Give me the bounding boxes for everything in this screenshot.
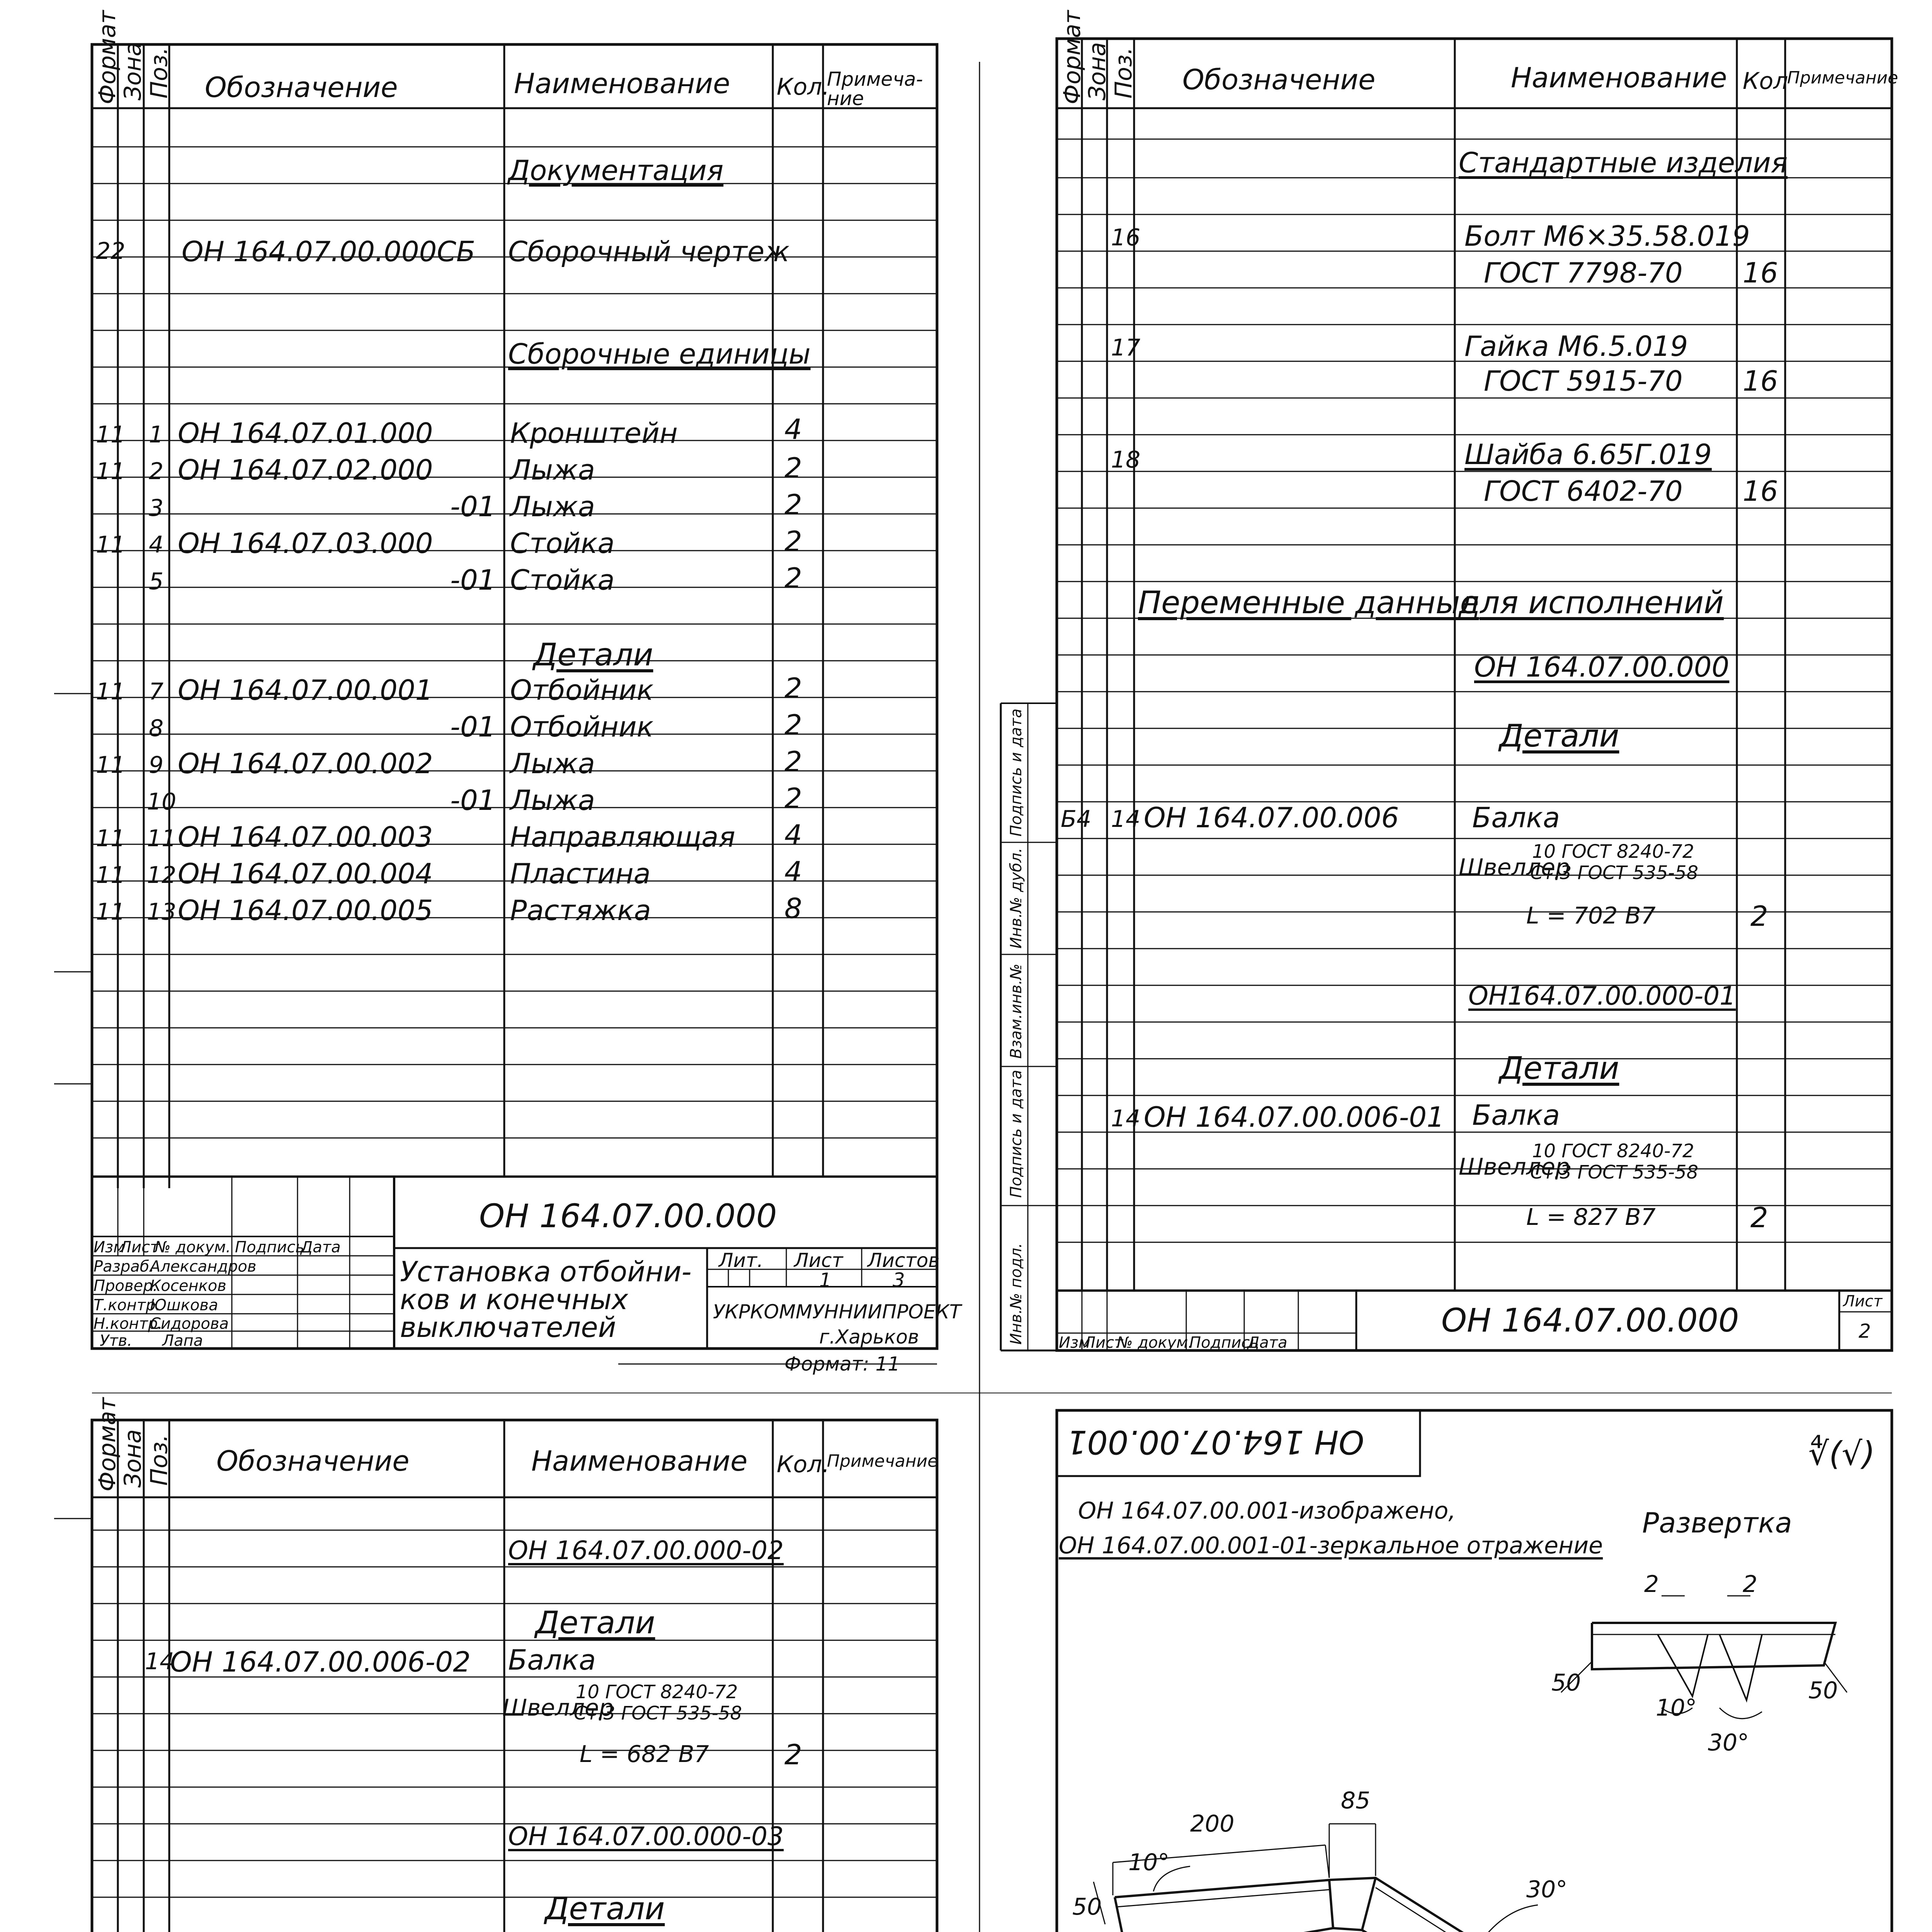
row-qty: 16	[1743, 365, 1778, 397]
row-name: Пластина	[510, 857, 651, 890]
sec-details: Детали	[535, 1605, 655, 1641]
row-name: Лыжа	[510, 454, 595, 486]
variable-data-b: для исполнений	[1459, 585, 1724, 621]
dim-50a: 50	[1072, 1893, 1102, 1920]
stamp-list-value: 2	[1859, 1320, 1871, 1342]
row-fmt: 11	[96, 898, 126, 925]
row-name2: ГОСТ 6402-70	[1484, 475, 1683, 507]
stamp-code: ОН 164.07.00.000	[479, 1197, 777, 1235]
row-designation: ОН 164.07.00.000СБ	[182, 235, 476, 268]
stamp-chg-izm: Изм	[1059, 1334, 1090, 1352]
stamp-format: Формат: 11	[784, 1353, 900, 1375]
row-designation: ОН 164.07.00.002	[178, 747, 433, 780]
row-name: Кронштейн	[510, 417, 678, 449]
roughness-icon: ∜(√)	[1808, 1435, 1875, 1473]
row-name2: ГОСТ 7798-70	[1484, 257, 1683, 289]
row-name: Гайка М6.5.019	[1464, 330, 1688, 362]
dimension-lines	[1094, 1596, 1847, 1932]
row-qty: 2	[784, 782, 802, 815]
row-name: Лыжа	[510, 747, 595, 780]
hdr-pos: Поз.	[146, 1434, 173, 1486]
hdr-designation: Обозначение	[216, 1445, 410, 1477]
variant-code: ОН 164.07.00.000-03	[508, 1821, 784, 1851]
row-fmt: 11	[96, 458, 126, 485]
hdr-qty: Кол.	[777, 1451, 830, 1478]
sec-assemblies: Сборочные единицы	[508, 338, 811, 370]
row-designation: ОН 164.07.00.006-02	[170, 1646, 471, 1678]
hdr-zone: Зона	[1084, 42, 1111, 100]
mirrored-code: ОН 164.07.00.001	[1066, 1423, 1364, 1461]
dim-10deg: 10°	[1656, 1694, 1697, 1721]
row-pos: 14	[145, 1648, 175, 1675]
hdr-zone: Зона	[119, 1429, 146, 1488]
row-pos: 17	[1111, 334, 1141, 361]
hdr-pos: Поз.	[1110, 47, 1137, 99]
row-designation: ОН 164.07.01.000	[178, 417, 433, 449]
row-fmt: 11	[96, 421, 126, 448]
row-designation: -01	[450, 490, 496, 523]
row-qty: 2	[784, 525, 802, 558]
stamp-code: ОН 164.07.00.000	[1441, 1301, 1739, 1339]
stamp-listov-value: 3	[893, 1269, 905, 1291]
row-pos: 3	[149, 495, 164, 522]
row-designation: ОН 164.07.00.006	[1144, 801, 1399, 834]
profile: Швеллер	[1459, 1153, 1570, 1180]
stamp-chg-list: Лист	[120, 1238, 159, 1256]
length: L = 702 В7	[1526, 902, 1656, 929]
row-fmt: 11	[96, 825, 126, 852]
profile: Швеллер	[1459, 854, 1570, 881]
hdr-designation: Обозначение	[205, 71, 398, 104]
row-qty: 2	[784, 488, 802, 521]
stamp-chg-izm: Изм	[94, 1238, 125, 1256]
dim-2a: 2	[1644, 1571, 1659, 1598]
stamp-role: Т.контр.	[94, 1296, 161, 1314]
variable-data-a: Переменные данные	[1138, 585, 1479, 621]
std-top: 10 ГОСТ 8240-72	[576, 1681, 738, 1703]
row-name: Лыжа	[510, 490, 595, 523]
row-name2: ГОСТ 5915-70	[1484, 365, 1683, 397]
sec-details: Детали	[1499, 1050, 1619, 1086]
row-name: Сборочный чертеж	[508, 235, 790, 268]
stamp-person: Александров	[150, 1258, 257, 1276]
side-label: Инв.№ подл.	[1007, 1243, 1025, 1345]
side-label: Взам.инв.№	[1007, 963, 1025, 1059]
hdr-note: Примечание	[827, 1451, 938, 1471]
profile: Швеллер	[502, 1694, 614, 1721]
dim-200: 200	[1190, 1810, 1235, 1837]
row-designation: ОН 164.07.00.004	[178, 857, 433, 890]
stamp-title: Установка отбойни- ков и конечных выключателей	[400, 1255, 692, 1344]
row-qty: 16	[1743, 257, 1778, 289]
stamp-chg-sign: Подпись	[235, 1238, 304, 1256]
row-fmt: 11	[96, 862, 126, 889]
row-fmt: Б4	[1061, 806, 1092, 833]
hdr-name: Наименование	[1511, 61, 1727, 94]
stamp-person: Сидорова	[150, 1315, 229, 1333]
row-pos: 14	[1111, 806, 1141, 833]
row-name: Стойка	[510, 564, 615, 596]
stamp-chg-sign: Подпись	[1189, 1334, 1259, 1352]
variant-code: ОН 164.07.00.000-02	[508, 1536, 784, 1565]
dim-30deg: 30°	[1526, 1876, 1568, 1903]
dim-30deg: 30°	[1708, 1729, 1749, 1756]
row-pos: 12	[147, 862, 177, 889]
stamp-chg-list: Лист	[1084, 1334, 1123, 1352]
row-qty: 2	[784, 1738, 802, 1771]
hdr-format: Формат	[94, 1397, 121, 1492]
stamp-person: Косенков	[150, 1277, 226, 1295]
dim-50a: 50	[1551, 1669, 1581, 1696]
row-designation: -01	[450, 564, 496, 596]
row-qty: 2	[784, 672, 802, 704]
row-designation: ОН 164.07.02.000	[178, 454, 433, 486]
hdr-name: Наименование	[531, 1445, 748, 1477]
length: L = 682 В7	[580, 1741, 709, 1768]
std-bottom: Ст.3 ГОСТ 535-58	[1530, 1162, 1699, 1183]
hdr-designation: Обозначение	[1182, 63, 1376, 96]
row-fmt: 22	[96, 238, 126, 265]
dim-10deg: 10°	[1128, 1849, 1170, 1876]
row-qty: 2	[1750, 900, 1768, 932]
variant-code: ОН164.07.00.000-01	[1468, 981, 1736, 1011]
row-designation: -01	[450, 711, 496, 743]
row-designation: ОН 164.07.03.000	[178, 527, 433, 560]
note-top: ОН 164.07.00.001-01-зеркальное отражение	[1059, 1532, 1603, 1559]
row-name: Балка	[508, 1644, 596, 1676]
row-qty: 2	[784, 745, 802, 778]
hdr-zone: Зона	[119, 42, 146, 100]
dim-2b: 2	[1743, 1571, 1758, 1598]
side-label: Подпись и дата	[1007, 1070, 1025, 1198]
stamp-role: Утв.	[100, 1332, 132, 1350]
row-designation: ОН 164.07.00.003	[178, 821, 433, 853]
side-label: Подпись и дата	[1007, 708, 1025, 837]
hdr-note: Примеча- ние	[827, 68, 923, 110]
row-designation: ОН 164.07.00.005	[178, 894, 433, 927]
row-name: Балка	[1472, 1099, 1560, 1131]
std-top: 10 ГОСТ 8240-72	[1532, 1140, 1694, 1162]
stamp-person: Лапа	[162, 1332, 203, 1350]
dim-50b: 50	[1808, 1677, 1838, 1704]
row-designation: -01	[450, 784, 496, 816]
stamp-list-value: 1	[819, 1269, 832, 1291]
sec-documentation: Документация	[508, 154, 724, 187]
row-pos: 11	[147, 825, 177, 852]
std-bottom: Ст.3 ГОСТ 535-58	[574, 1702, 742, 1724]
row-pos: 4	[149, 531, 164, 558]
row-designation: ОН 164.07.00.006-01	[1144, 1101, 1445, 1133]
side-label: Инв.№ дубл.	[1007, 848, 1025, 949]
row-name: Направляющая	[510, 821, 735, 853]
row-name: Отбойник	[510, 711, 654, 743]
flat-pattern-label: Развертка	[1642, 1507, 1792, 1539]
sec-details: Детали	[545, 1891, 665, 1927]
note-top: ОН 164.07.00.001-изображено,	[1078, 1497, 1456, 1524]
row-name: Шайба 6.65Г.019	[1464, 438, 1712, 471]
row-qty: 2	[784, 709, 802, 741]
row-name: Отбойник	[510, 674, 654, 706]
stamp-list: Лист	[794, 1249, 843, 1272]
row-pos: 13	[147, 898, 177, 925]
std-top: 10 ГОСТ 8240-72	[1532, 841, 1694, 862]
stamp-role: Провер.	[94, 1277, 158, 1295]
row-name: Лыжа	[510, 784, 595, 816]
row-qty: 2	[784, 452, 802, 484]
hdr-note: Примечание	[1787, 68, 1898, 88]
row-qty: 4	[784, 855, 802, 888]
row-fmt: 11	[96, 531, 126, 558]
hdr-format: Формат	[1059, 10, 1086, 104]
row-pos: 2	[149, 458, 164, 485]
row-name: Болт М6×35.58.019	[1464, 220, 1750, 252]
row-name: Стойка	[510, 527, 615, 560]
stamp-lit: Лит.	[719, 1249, 764, 1272]
row-pos: 16	[1111, 224, 1141, 251]
part-geometry	[1115, 1623, 1835, 1932]
hdr-format: Формат	[94, 10, 121, 104]
stamp-chg-doc: № докум.	[1117, 1334, 1193, 1352]
row-pos: 5	[149, 568, 164, 595]
row-qty: 8	[784, 892, 802, 925]
row-name: Растяжка	[510, 894, 651, 927]
stamp-role: Разраб.	[94, 1258, 155, 1276]
row-qty: 16	[1743, 475, 1778, 507]
hdr-name: Наименование	[514, 67, 730, 100]
stamp-list: Лист	[1843, 1293, 1883, 1310]
row-name: Балка	[1472, 801, 1560, 834]
row-pos: 8	[149, 715, 164, 742]
stamp-listov: Листов	[867, 1249, 940, 1272]
stamp-chg-doc: № докум.	[155, 1238, 231, 1256]
row-designation: ОН 164.07.00.001	[178, 674, 433, 706]
stamp-person: Юшкова	[150, 1296, 218, 1314]
stamp-role: Н.контр.	[94, 1315, 163, 1333]
row-pos: 9	[149, 752, 164, 779]
row-qty: 2	[1750, 1201, 1768, 1234]
row-pos: 7	[149, 678, 164, 705]
row-qty: 2	[784, 562, 802, 594]
row-pos: 1	[149, 421, 164, 448]
row-fmt: 11	[96, 752, 126, 779]
row-qty: 4	[784, 819, 802, 851]
row-pos: 10	[147, 788, 177, 815]
sec-details: Детали	[1499, 718, 1619, 754]
dim-85: 85	[1341, 1787, 1371, 1814]
row-qty: 4	[784, 413, 802, 446]
hdr-qty: Кол.	[777, 73, 830, 100]
stamp-city: г.Харьков	[819, 1326, 919, 1348]
row-fmt: 11	[96, 678, 126, 705]
row-pos: 14	[1111, 1105, 1141, 1132]
stamp-org: УКРКОММУННИИПРОЕКТ	[713, 1301, 961, 1323]
row-pos: 18	[1111, 446, 1141, 473]
sec-standard: Стандартные изделия	[1459, 146, 1788, 179]
hdr-qty: Кол	[1743, 68, 1788, 95]
sec-details: Детали	[533, 637, 653, 673]
length: L = 827 В7	[1526, 1204, 1656, 1231]
hdr-pos: Поз.	[146, 47, 173, 99]
std-bottom: Ст.3 ГОСТ 535-58	[1530, 862, 1699, 884]
variant-code: ОН 164.07.00.000	[1474, 651, 1730, 683]
stamp-chg-date: Дата	[301, 1238, 341, 1256]
stamp-chg-date: Дата	[1247, 1334, 1287, 1352]
